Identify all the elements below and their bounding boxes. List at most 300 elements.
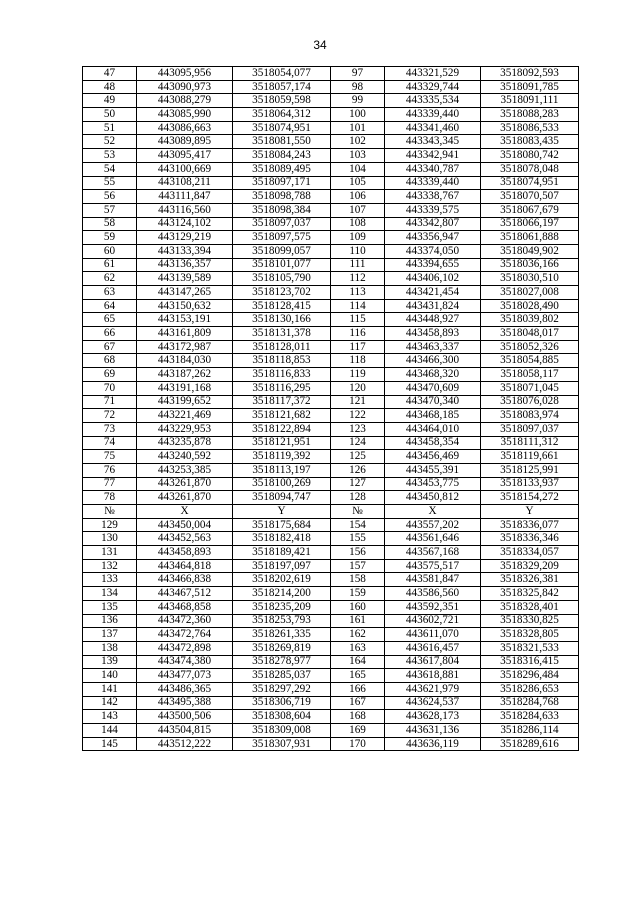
- table-cell: 107: [331, 203, 385, 217]
- table-cell: 69: [83, 368, 137, 382]
- table-cell: 443477,073: [137, 669, 233, 683]
- table-cell: 443321,529: [385, 67, 481, 81]
- table-cell: 3518098,384: [233, 203, 331, 217]
- table-cell: 443618,881: [385, 669, 481, 683]
- table-cell: 162: [331, 628, 385, 642]
- table-cell: 443339,440: [385, 108, 481, 122]
- table-cell: 3518099,057: [233, 244, 331, 258]
- table-cell: 68: [83, 354, 137, 368]
- table-cell: 158: [331, 573, 385, 587]
- table-cell: 3518197,097: [233, 559, 331, 573]
- table-row: [83, 614, 579, 628]
- table-row: [83, 546, 579, 560]
- table-cell: 154: [331, 518, 385, 532]
- table-cell: 443453,775: [385, 477, 481, 491]
- table-cell: 115: [331, 313, 385, 327]
- table-cell: 3518325,842: [481, 587, 579, 601]
- table-cell: 117: [331, 340, 385, 354]
- table-cell: 54: [83, 162, 137, 176]
- table-cell: 3518074,951: [481, 176, 579, 190]
- table-row: [83, 313, 579, 327]
- table-row: [83, 190, 579, 204]
- table-cell: 120: [331, 381, 385, 395]
- table-cell: 3518122,894: [233, 422, 331, 436]
- table-cell: 3518097,037: [481, 422, 579, 436]
- table-cell: 3518091,111: [481, 94, 579, 108]
- table-cell: 3518119,661: [481, 450, 579, 464]
- table-cell: 157: [331, 559, 385, 573]
- table-row: [83, 491, 579, 505]
- table-cell: 3518261,335: [233, 628, 331, 642]
- table-cell: 443468,185: [385, 409, 481, 423]
- table-cell: 3518054,885: [481, 354, 579, 368]
- table-cell: 443253,385: [137, 463, 233, 477]
- table-cell: 443431,824: [385, 299, 481, 313]
- table-cell: 155: [331, 532, 385, 546]
- table-row: [83, 381, 579, 395]
- table-cell: 170: [331, 737, 385, 751]
- table-cell: 144: [83, 724, 137, 738]
- table-row: [83, 327, 579, 341]
- table-cell: 3518078,048: [481, 162, 579, 176]
- table-cell: 443343,345: [385, 135, 481, 149]
- table-cell: 161: [331, 614, 385, 628]
- table-cell: 3518074,951: [233, 121, 331, 135]
- table-cell: 109: [331, 231, 385, 245]
- table-cell: 132: [83, 559, 137, 573]
- table-cell: 122: [331, 409, 385, 423]
- table-cell: 443470,609: [385, 381, 481, 395]
- table-cell: 3518039,802: [481, 313, 579, 327]
- table-cell: 3518321,533: [481, 641, 579, 655]
- table-cell: 443108,211: [137, 176, 233, 190]
- table-cell: 443586,560: [385, 587, 481, 601]
- table-cell: 62: [83, 272, 137, 286]
- table-row: [83, 354, 579, 368]
- table-cell: 133: [83, 573, 137, 587]
- table-cell: 443456,469: [385, 450, 481, 464]
- table-cell: 3518284,633: [481, 710, 579, 724]
- table-row: [83, 573, 579, 587]
- table-cell: 3518316,415: [481, 655, 579, 669]
- table-row: [83, 149, 579, 163]
- table-cell: 3518057,174: [233, 80, 331, 94]
- table-cell: 123: [331, 422, 385, 436]
- table-cell: 60: [83, 244, 137, 258]
- table-cell: 3518052,326: [481, 340, 579, 354]
- table-cell: 443085,990: [137, 108, 233, 122]
- table-cell: 3518189,421: [233, 546, 331, 560]
- table-row: [83, 231, 579, 245]
- table-cell: 443147,265: [137, 286, 233, 300]
- table-cell: 443611,070: [385, 628, 481, 642]
- table-cell: 125: [331, 450, 385, 464]
- table-row: [83, 587, 579, 601]
- table-cell: 3518100,269: [233, 477, 331, 491]
- table-cell: 66: [83, 327, 137, 341]
- table-cell: 443406,102: [385, 272, 481, 286]
- table-cell: 3518328,805: [481, 628, 579, 642]
- table-cell: 443229,953: [137, 422, 233, 436]
- table-cell: 443463,337: [385, 340, 481, 354]
- table-cell: 141: [83, 682, 137, 696]
- table-cell: №: [83, 505, 137, 519]
- table-cell: 142: [83, 696, 137, 710]
- table-cell: 443150,632: [137, 299, 233, 313]
- table-cell: 3518088,283: [481, 108, 579, 122]
- table-row: [83, 244, 579, 258]
- table-cell: 3518054,077: [233, 67, 331, 81]
- table-cell: 3518326,381: [481, 573, 579, 587]
- table-cell: 443261,870: [137, 477, 233, 491]
- table-cell: 3518128,011: [233, 340, 331, 354]
- table-cell: 73: [83, 422, 137, 436]
- table-cell: 443339,575: [385, 203, 481, 217]
- table-row: [83, 135, 579, 149]
- table-cell: 3518308,604: [233, 710, 331, 724]
- table-cell: 99: [331, 94, 385, 108]
- table-cell: 443617,804: [385, 655, 481, 669]
- table-row: [83, 737, 579, 751]
- table-cell: 443467,512: [137, 587, 233, 601]
- table-cell: 443466,300: [385, 354, 481, 368]
- table-cell: 443616,457: [385, 641, 481, 655]
- table-cell: 102: [331, 135, 385, 149]
- table-cell: 443341,460: [385, 121, 481, 135]
- table-cell: 443474,380: [137, 655, 233, 669]
- table-cell: 65: [83, 313, 137, 327]
- table-cell: 3518083,974: [481, 409, 579, 423]
- table-cell: 443472,898: [137, 641, 233, 655]
- table-row: [83, 108, 579, 122]
- table-row: [83, 450, 579, 464]
- table-cell: 3518130,166: [233, 313, 331, 327]
- table-cell: 443450,004: [137, 518, 233, 532]
- table-cell: 443153,191: [137, 313, 233, 327]
- table-cell: 3518113,197: [233, 463, 331, 477]
- table-cell: 3518123,702: [233, 286, 331, 300]
- table-cell: 143: [83, 710, 137, 724]
- table-cell: 3518182,418: [233, 532, 331, 546]
- table-cell: 129: [83, 518, 137, 532]
- table-cell: 47: [83, 67, 137, 81]
- table-cell: 3518278,977: [233, 655, 331, 669]
- table-row: [83, 67, 579, 81]
- table-cell: 443374,050: [385, 244, 481, 258]
- table-cell: 3518081,550: [233, 135, 331, 149]
- table-cell: 3518306,719: [233, 696, 331, 710]
- table-row: [83, 176, 579, 190]
- table-cell: 3518061,888: [481, 231, 579, 245]
- table-cell: 59: [83, 231, 137, 245]
- table-cell: 3518080,742: [481, 149, 579, 163]
- table-cell: 443235,878: [137, 436, 233, 450]
- table-cell: 3518307,931: [233, 737, 331, 751]
- table-cell: 3518309,008: [233, 724, 331, 738]
- table-cell: 443458,354: [385, 436, 481, 450]
- table-row: [83, 217, 579, 231]
- table-cell: 50: [83, 108, 137, 122]
- table-cell: 443581,847: [385, 573, 481, 587]
- table-cell: 443394,655: [385, 258, 481, 272]
- table-cell: 114: [331, 299, 385, 313]
- table-row: [83, 286, 579, 300]
- table-row: [83, 682, 579, 696]
- table-cell: 443468,858: [137, 600, 233, 614]
- table-cell: 443486,365: [137, 682, 233, 696]
- table-cell: 443089,895: [137, 135, 233, 149]
- table-cell: 3518116,833: [233, 368, 331, 382]
- table-cell: 159: [331, 587, 385, 601]
- table-cell: 443602,721: [385, 614, 481, 628]
- table-cell: 3518133,937: [481, 477, 579, 491]
- table-row: [83, 724, 579, 738]
- table-cell: 51: [83, 121, 137, 135]
- table-row: [83, 80, 579, 94]
- table-row: [83, 409, 579, 423]
- table-cell: 3518289,616: [481, 737, 579, 751]
- table-cell: 443628,173: [385, 710, 481, 724]
- table-cell: 58: [83, 217, 137, 231]
- table-cell: 3518334,057: [481, 546, 579, 560]
- table-row: [83, 463, 579, 477]
- table-cell: 97: [331, 67, 385, 81]
- table-cell: 443468,320: [385, 368, 481, 382]
- table-row: [83, 518, 579, 532]
- table-cell: 443464,010: [385, 422, 481, 436]
- table-cell: 443464,818: [137, 559, 233, 573]
- table-cell: 108: [331, 217, 385, 231]
- table-cell: 138: [83, 641, 137, 655]
- table-cell: 443631,136: [385, 724, 481, 738]
- table-cell: 61: [83, 258, 137, 272]
- table-cell: 74: [83, 436, 137, 450]
- table-cell: 3518097,171: [233, 176, 331, 190]
- table-cell: 3518027,008: [481, 286, 579, 300]
- table-cell: 71: [83, 395, 137, 409]
- table-cell: 49: [83, 94, 137, 108]
- table-cell: 443557,202: [385, 518, 481, 532]
- table-cell: 443086,663: [137, 121, 233, 135]
- table-cell: 443455,391: [385, 463, 481, 477]
- table-cell: 134: [83, 587, 137, 601]
- table-cell: 124: [331, 436, 385, 450]
- table-cell: 443172,987: [137, 340, 233, 354]
- table-cell: 443139,589: [137, 272, 233, 286]
- table-cell: 443136,357: [137, 258, 233, 272]
- table-cell: 75: [83, 450, 137, 464]
- table-cell: 443495,388: [137, 696, 233, 710]
- table-row: [83, 258, 579, 272]
- table-cell: 443184,030: [137, 354, 233, 368]
- table-cell: 443090,973: [137, 80, 233, 94]
- table-cell: 443191,168: [137, 381, 233, 395]
- table-cell: 443356,947: [385, 231, 481, 245]
- table-row: [83, 669, 579, 683]
- table-cell: 3518098,788: [233, 190, 331, 204]
- table-cell: 443421,454: [385, 286, 481, 300]
- table-cell: 3518116,295: [233, 381, 331, 395]
- table-cell: 118: [331, 354, 385, 368]
- table-cell: 3518091,785: [481, 80, 579, 94]
- table-row: [83, 203, 579, 217]
- table-cell: 140: [83, 669, 137, 683]
- table-row: [83, 532, 579, 546]
- table-cell: 3518036,166: [481, 258, 579, 272]
- table-cell: 443452,563: [137, 532, 233, 546]
- table-cell: 48: [83, 80, 137, 94]
- table-cell: 64: [83, 299, 137, 313]
- table-cell: 55: [83, 176, 137, 190]
- table-cell: 57: [83, 203, 137, 217]
- table-cell: 112: [331, 272, 385, 286]
- table-cell: 443095,956: [137, 67, 233, 81]
- table-cell: 3518058,117: [481, 368, 579, 382]
- table-cell: 443450,812: [385, 491, 481, 505]
- table-cell: 169: [331, 724, 385, 738]
- table-cell: 3518119,392: [233, 450, 331, 464]
- table-row: [83, 600, 579, 614]
- table-cell: 443472,764: [137, 628, 233, 642]
- table-cell: 3518286,114: [481, 724, 579, 738]
- table-cell: 101: [331, 121, 385, 135]
- table-cell: 127: [331, 477, 385, 491]
- table-cell: 443621,979: [385, 682, 481, 696]
- table-cell: 3518097,575: [233, 231, 331, 245]
- table-row: [83, 94, 579, 108]
- table-cell: 443466,838: [137, 573, 233, 587]
- table-cell: 164: [331, 655, 385, 669]
- table-cell: 3518059,598: [233, 94, 331, 108]
- table-row: [83, 272, 579, 286]
- table-cell: 443592,351: [385, 600, 481, 614]
- table-cell: 3518118,853: [233, 354, 331, 368]
- table-cell: 131: [83, 546, 137, 560]
- table-cell: 167: [331, 696, 385, 710]
- table-cell: 443448,927: [385, 313, 481, 327]
- table-cell: Y: [481, 505, 579, 519]
- table-cell: 443187,262: [137, 368, 233, 382]
- table-cell: 63: [83, 286, 137, 300]
- table-cell: 443342,941: [385, 149, 481, 163]
- table-cell: 443329,744: [385, 80, 481, 94]
- table-cell: 443504,815: [137, 724, 233, 738]
- coordinates-table: [82, 66, 579, 751]
- table-cell: 443133,394: [137, 244, 233, 258]
- coordinates-table-body: [83, 67, 579, 751]
- table-cell: 443261,870: [137, 491, 233, 505]
- table-cell: 443221,469: [137, 409, 233, 423]
- table-row: [83, 368, 579, 382]
- table-cell: 443458,893: [385, 327, 481, 341]
- table-cell: 3518084,243: [233, 149, 331, 163]
- table-row: [83, 710, 579, 724]
- table-cell: 443512,222: [137, 737, 233, 751]
- table-cell: 443338,767: [385, 190, 481, 204]
- table-cell: 104: [331, 162, 385, 176]
- table-cell: 137: [83, 628, 137, 642]
- table-cell: 3518086,533: [481, 121, 579, 135]
- table-cell: 443472,360: [137, 614, 233, 628]
- table-cell: 3518070,507: [481, 190, 579, 204]
- table-row: [83, 655, 579, 669]
- table-row: [83, 422, 579, 436]
- table-cell: 163: [331, 641, 385, 655]
- table-cell: 165: [331, 669, 385, 683]
- table-cell: 110: [331, 244, 385, 258]
- table-cell: 103: [331, 149, 385, 163]
- table-cell: 443339,440: [385, 176, 481, 190]
- table-cell: 52: [83, 135, 137, 149]
- table-cell: 100: [331, 108, 385, 122]
- table-cell: 443161,809: [137, 327, 233, 341]
- table-cell: 111: [331, 258, 385, 272]
- table-cell: 3518336,346: [481, 532, 579, 546]
- table-cell: 145: [83, 737, 137, 751]
- table-cell: 3518269,819: [233, 641, 331, 655]
- table-cell: 3518066,197: [481, 217, 579, 231]
- table-cell: 3518048,017: [481, 327, 579, 341]
- table-cell: 443335,534: [385, 94, 481, 108]
- table-row: [83, 477, 579, 491]
- table-cell: 443636,119: [385, 737, 481, 751]
- table-cell: 3518175,684: [233, 518, 331, 532]
- table-cell: 168: [331, 710, 385, 724]
- table-row: [83, 340, 579, 354]
- table-cell: 72: [83, 409, 137, 423]
- table-cell: 126: [331, 463, 385, 477]
- table-cell: 106: [331, 190, 385, 204]
- table-row: [83, 628, 579, 642]
- table-cell: 3518076,028: [481, 395, 579, 409]
- table-cell: 443624,537: [385, 696, 481, 710]
- table-row: [83, 299, 579, 313]
- table-cell: 3518131,378: [233, 327, 331, 341]
- table-cell: 98: [331, 80, 385, 94]
- table-cell: 121: [331, 395, 385, 409]
- table-cell: 160: [331, 600, 385, 614]
- table-cell: 443088,279: [137, 94, 233, 108]
- table-cell: 3518329,209: [481, 559, 579, 573]
- table-cell: 156: [331, 546, 385, 560]
- table-cell: 443129,219: [137, 231, 233, 245]
- table-cell: 443500,506: [137, 710, 233, 724]
- table-cell: 113: [331, 286, 385, 300]
- table-cell: 3518285,037: [233, 669, 331, 683]
- table-cell: 105: [331, 176, 385, 190]
- table-cell: 67: [83, 340, 137, 354]
- table-cell: 443095,417: [137, 149, 233, 163]
- table-cell: 70: [83, 381, 137, 395]
- table-cell: 128: [331, 491, 385, 505]
- table-row: [83, 436, 579, 450]
- table-cell: 3518028,490: [481, 299, 579, 313]
- table-row: [83, 162, 579, 176]
- table-cell: 3518030,510: [481, 272, 579, 286]
- table-cell: 3518128,415: [233, 299, 331, 313]
- table-cell: 443100,669: [137, 162, 233, 176]
- table-cell: X: [385, 505, 481, 519]
- table-cell: 443470,340: [385, 395, 481, 409]
- table-cell: 135: [83, 600, 137, 614]
- table-cell: 3518253,793: [233, 614, 331, 628]
- table-cell: 3518094,747: [233, 491, 331, 505]
- table-cell: 3518336,077: [481, 518, 579, 532]
- table-cell: 443561,646: [385, 532, 481, 546]
- table-cell: 3518064,312: [233, 108, 331, 122]
- table-cell: 166: [331, 682, 385, 696]
- table-cell: 3518154,272: [481, 491, 579, 505]
